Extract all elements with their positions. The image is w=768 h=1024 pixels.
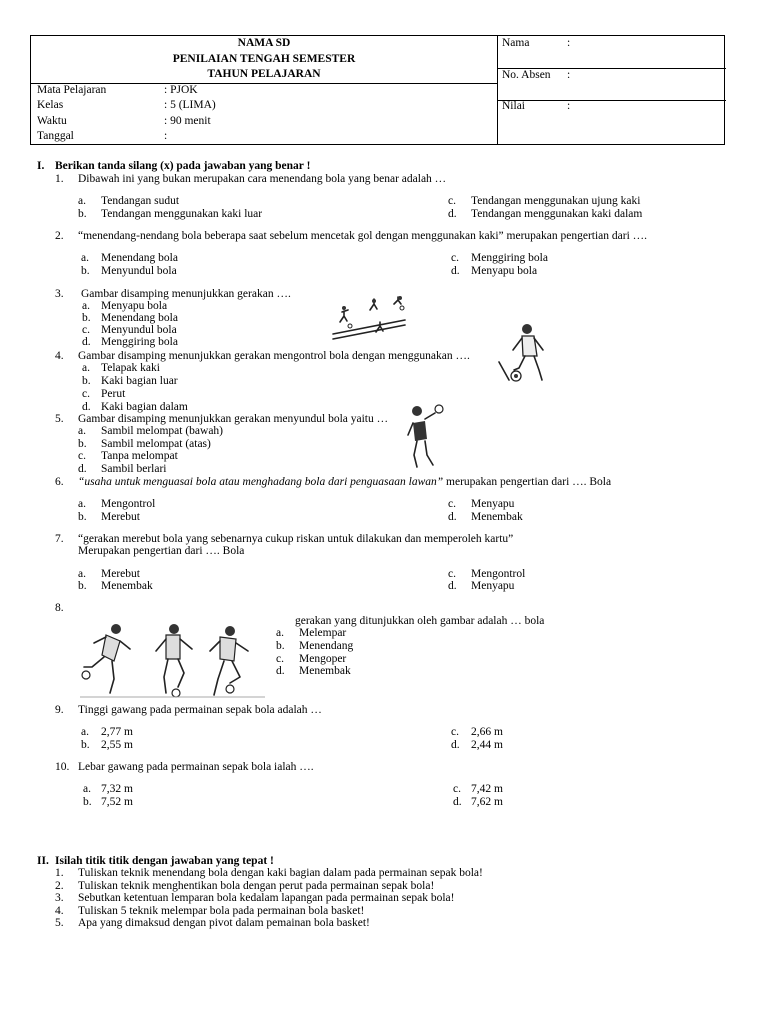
option-letter: c. <box>451 726 459 738</box>
answer-option[interactable]: Menembak <box>101 580 153 592</box>
answer-option[interactable]: Tendangan sudut <box>101 195 180 207</box>
answer-option[interactable]: Menembak <box>299 665 351 677</box>
kicker-figure-3 <box>210 626 248 695</box>
question-text: Dibawah ini yang bukan merupakan cara menendang bola yang benar adalah … <box>78 173 447 185</box>
answer-option[interactable]: Menyapu bola <box>101 300 168 312</box>
ball-control-illustration <box>497 322 552 386</box>
option-letter: c. <box>451 252 459 264</box>
answer-option[interactable]: Perut <box>101 388 126 400</box>
answer-option[interactable]: Menembak <box>471 511 523 523</box>
option-letter: d. <box>82 401 91 413</box>
field-label: Kelas <box>37 99 64 111</box>
option-letter: b. <box>82 312 91 324</box>
answer-option[interactable]: 2,77 m <box>101 726 133 738</box>
option-letter: c. <box>78 450 86 462</box>
field-label: Tanggal <box>37 130 74 142</box>
score-field[interactable]: : <box>567 100 571 112</box>
question-text: gerakan yang ditunjukkan oleh gambar adalah … bola <box>295 615 545 627</box>
question-number: 8. <box>55 602 64 614</box>
essay-question: Tuliskan teknik menendang bola dengan kaki bagian dalam pada permainan sepak bola! <box>78 867 483 879</box>
question-number: 3. <box>55 288 64 300</box>
option-letter: c. <box>276 653 284 665</box>
field-label: Mata Pelajaran <box>37 84 107 96</box>
answer-option[interactable]: Menendang bola <box>101 312 178 324</box>
school-name: NAMA SD <box>237 37 291 49</box>
option-letter: b. <box>78 208 87 220</box>
option-letter: c. <box>448 195 456 207</box>
option-letter: c. <box>448 568 456 580</box>
question-number: 2. <box>55 230 64 242</box>
option-letter: d. <box>448 208 457 220</box>
question-quote: “usaha untuk menguasai bola atau menghadang bola dari penguasaan lawan” <box>78 476 444 488</box>
header-divider <box>497 100 726 101</box>
option-letter: b. <box>81 739 90 751</box>
question-text: “gerakan merebut bola yang sebenarnya cukup riskan untuk dilakukan dan memperoleh kartu” <box>78 533 514 545</box>
header-table <box>30 35 725 145</box>
answer-option[interactable]: Menendang bola <box>101 252 178 264</box>
student-number-label: No. Absen <box>502 69 551 81</box>
answer-option[interactable]: Kaki bagian dalam <box>101 401 188 413</box>
answer-option[interactable]: Menyundul bola <box>101 265 177 277</box>
answer-option[interactable]: 2,55 m <box>101 739 133 751</box>
question-number: 10. <box>55 761 70 773</box>
kicker-figure-1 <box>82 624 130 693</box>
section-title: Berikan tanda silang (x) pada jawaban yang benar ! <box>55 160 311 172</box>
question-text: Lebar gawang pada permainan sepak bola ialah …. <box>78 761 314 773</box>
essay-number: 1. <box>55 867 64 879</box>
exam-title: PENILAIAN TENGAH SEMESTER <box>172 53 356 65</box>
section-number: I. <box>37 160 45 172</box>
question-number: 5. <box>55 413 64 425</box>
answer-option[interactable]: Tanpa melompat <box>101 450 178 462</box>
essay-number: 4. <box>55 905 64 917</box>
student-number-field[interactable]: : <box>567 69 571 81</box>
answer-option[interactable]: 2,66 m <box>471 726 503 738</box>
option-letter: a. <box>82 300 90 312</box>
answer-option[interactable]: Sambil melompat (atas) <box>101 438 211 450</box>
question-text: “menendang-nendang bola beberapa saat sebelum mencetak gol dengan menggunakan kaki” merupakan pengertian dari …. <box>78 230 648 242</box>
option-letter: c. <box>453 783 461 795</box>
answer-option[interactable]: 7,62 m <box>471 796 503 808</box>
option-letter: b. <box>78 511 87 523</box>
question-number: 9. <box>55 704 64 716</box>
answer-option[interactable]: Merebut <box>101 511 140 523</box>
field-label: Waktu <box>37 115 67 127</box>
heading-illustration <box>405 403 447 469</box>
question-text <box>78 476 611 489</box>
option-letter: d. <box>448 580 457 592</box>
header-divider <box>497 36 498 144</box>
option-letter: a. <box>82 362 90 374</box>
option-letter: a. <box>276 627 284 639</box>
option-letter: d. <box>82 336 91 348</box>
answer-option[interactable]: Sambil berlari <box>101 463 167 475</box>
option-letter: c. <box>82 324 90 336</box>
section-title: Isilah titik titik dengan jawaban yang tepat ! <box>55 855 274 867</box>
answer-option[interactable]: Tendangan menggunakan kaki luar <box>101 208 263 220</box>
answer-option[interactable]: Tendangan menggunakan ujung kaki <box>471 195 641 207</box>
option-letter: d. <box>453 796 462 808</box>
question-text: Tinggi gawang pada permainan sepak bola adalah … <box>78 704 322 716</box>
option-letter: b. <box>78 580 87 592</box>
field-value: : 5 (LIMA) <box>164 99 216 111</box>
essay-number: 3. <box>55 892 64 904</box>
dribbling-illustration <box>330 296 410 344</box>
answer-option[interactable]: Menyapu <box>471 580 515 592</box>
answer-option[interactable]: Telapak kaki <box>101 362 160 374</box>
option-letter: a. <box>78 195 86 207</box>
option-letter: b. <box>276 640 285 652</box>
answer-option[interactable]: 2,44 m <box>471 739 503 751</box>
option-letter: a. <box>78 425 86 437</box>
question-number: 4. <box>55 350 64 362</box>
answer-option[interactable]: 7,52 m <box>101 796 133 808</box>
answer-option[interactable]: Menggiring bola <box>101 336 178 348</box>
option-letter: a. <box>83 783 91 795</box>
answer-option[interactable]: Menyapu bola <box>471 265 538 277</box>
essay-number: 5. <box>55 917 64 929</box>
answer-option[interactable]: Mengontrol <box>471 568 526 580</box>
answer-option[interactable]: Menyapu <box>471 498 515 510</box>
question-number: 6. <box>55 476 64 488</box>
option-letter: b. <box>81 265 90 277</box>
essay-question: Tuliskan teknik menghentikan bola dengan perut pada permainan sepak bola! <box>78 880 435 892</box>
option-letter: c. <box>448 498 456 510</box>
option-letter: c. <box>82 388 90 400</box>
essay-question: Sebutkan ketentuan lemparan bola kedalam lapangan pada permainan sepak bola! <box>78 892 455 904</box>
option-letter: b. <box>83 796 92 808</box>
option-letter: d. <box>78 463 87 475</box>
option-letter: d. <box>451 265 460 277</box>
student-name-field[interactable]: : <box>567 37 571 49</box>
essay-number: 2. <box>55 880 64 892</box>
question-text-tail: merupakan pengertian dari …. Bola <box>443 476 612 488</box>
option-letter: a. <box>81 726 89 738</box>
student-name-label: Nama <box>502 37 530 49</box>
option-letter: b. <box>78 438 87 450</box>
option-letter: a. <box>81 252 89 264</box>
option-letter: b. <box>82 375 91 387</box>
academic-year: TAHUN PELAJARAN <box>207 68 321 80</box>
answer-option[interactable]: 7,32 m <box>101 783 133 795</box>
answer-option[interactable]: Menggiring bola <box>471 252 548 264</box>
answer-option[interactable]: Tendangan menggunakan kaki dalam <box>471 208 643 220</box>
option-letter: a. <box>78 568 86 580</box>
answer-option[interactable]: Kaki bagian luar <box>101 375 178 387</box>
question-number: 7. <box>55 533 64 545</box>
question-text-line2: Merupakan pengertian dari …. Bola <box>78 545 245 557</box>
kicker-figure-2 <box>156 624 192 697</box>
question-text: Gambar disamping menunjukkan gerakan menyundul bola yaitu … <box>78 413 389 425</box>
essay-question: Apa yang dimaksud dengan pivot dalam pemainan bola basket! <box>78 917 370 929</box>
option-letter: d. <box>451 739 460 751</box>
answer-option[interactable]: Menyundul bola <box>101 324 177 336</box>
option-letter: d. <box>448 511 457 523</box>
score-label: Nilai <box>502 100 525 112</box>
answer-option[interactable]: Melempar <box>299 627 347 639</box>
answer-option[interactable]: Mengontrol <box>101 498 156 510</box>
answer-option[interactable]: 7,42 m <box>471 783 503 795</box>
field-value: : 90 menit <box>164 115 211 127</box>
answer-option[interactable]: Merebut <box>101 568 140 580</box>
field-value: : PJOK <box>164 84 198 96</box>
kicking-sequence-illustration <box>80 621 265 701</box>
question-text: Gambar disamping menunjukkan gerakan mengontrol bola dengan menggunakan …. <box>78 350 470 362</box>
answer-option[interactable]: Sambil melompat (bawah) <box>101 425 223 437</box>
question-number: 1. <box>55 173 64 185</box>
answer-option[interactable]: Mengoper <box>299 653 347 665</box>
essay-question: Tuliskan 5 teknik melempar bola pada permainan bola basket! <box>78 905 365 917</box>
question-text: Gambar disamping menunjukkan gerakan …. <box>81 288 291 300</box>
option-letter: d. <box>276 665 285 677</box>
section-number: II. <box>37 855 49 867</box>
option-letter: a. <box>78 498 86 510</box>
answer-option[interactable]: Menendang <box>299 640 354 652</box>
field-value: : <box>164 130 168 142</box>
